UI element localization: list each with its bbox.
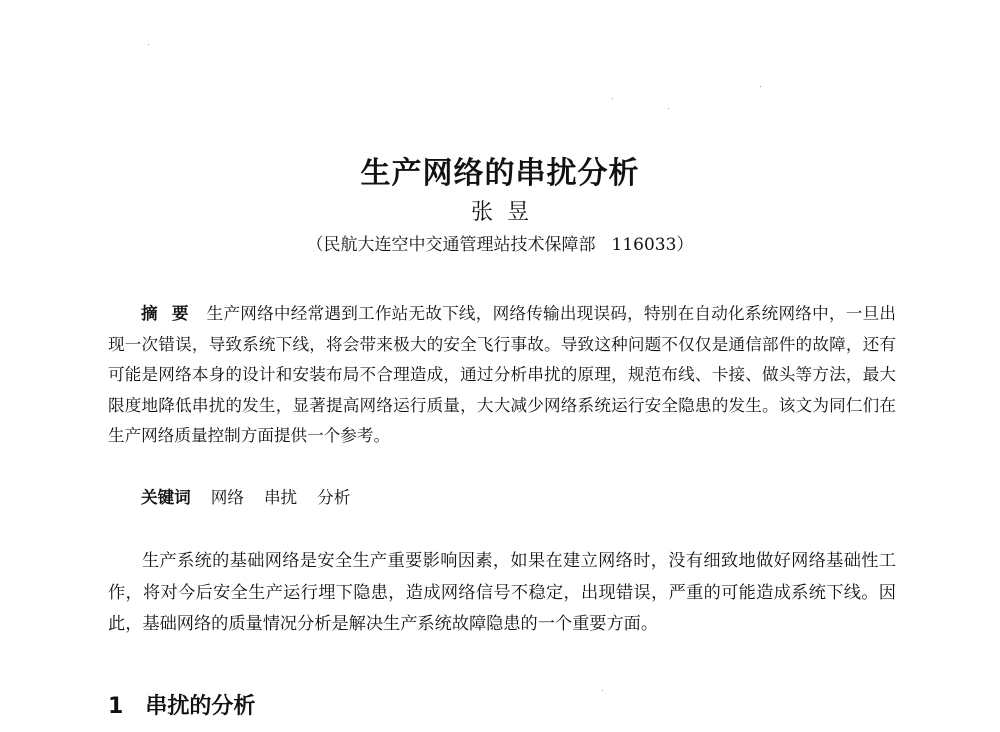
author-affiliation <box>0 232 1000 258</box>
affiliation-organization: 民航大连空中交通管理站技术保障部 <box>323 235 596 255</box>
keywords-line <box>141 483 370 513</box>
paper-title: 生产网络的串扰分析 <box>360 156 640 191</box>
keyword-item: 分析 <box>317 488 351 507</box>
abstract-paragraph <box>108 299 896 452</box>
keywords-label: 关键词 <box>141 488 191 507</box>
scan-speck <box>760 86 761 87</box>
affiliation-open-paren: （ <box>306 235 324 255</box>
abstract-text: 生产网络中经常遇到工作站无故下线，网络传输出现误码，特别在自动化系统网络中，一旦出现一次错误，导致系统下线，将会带来极大的安全飞行事故。导致这种问题不仅仅是通信部件的故障，还有可能是网络本身的设计和安装布局不合理造成，通过分析串扰的原理，规范布线、卡接、做头等方法，最大限度地降低串扰的发生，显著提高网络运行质量，大大减少网络系统运行安全隐患的发生。该文为同仁们在生产网络质量控制方面提供一个参考。 <box>108 304 896 445</box>
scan-speck <box>148 44 149 45</box>
keyword-item: 串扰 <box>263 488 298 507</box>
author-name: 张昱 <box>470 200 543 225</box>
affiliation-postal-code: 116033 <box>611 235 677 255</box>
scan-speck <box>602 690 603 691</box>
scan-speck <box>668 108 669 109</box>
section-title: 串扰的分析 <box>145 694 256 719</box>
affiliation-close-paren: ） <box>676 235 694 255</box>
abstract-label: 摘要 <box>141 304 203 323</box>
keyword-item: 网络 <box>210 488 244 507</box>
section-heading <box>108 692 255 722</box>
scan-speck <box>612 98 613 99</box>
section-number: 1 <box>108 694 124 719</box>
intro-paragraph: 生产系统的基础网络是安全生产重要影响因素，如果在建立网络时，没有细致地做好网络基础性工作，将对今后安全生产运行埋下隐患，造成网络信号不稳定，出现错误，严重的可能造成系统下线。因此，基础网络的质量情况分析是解决生产系统故障隐患的一个重要方面。 <box>108 551 896 634</box>
